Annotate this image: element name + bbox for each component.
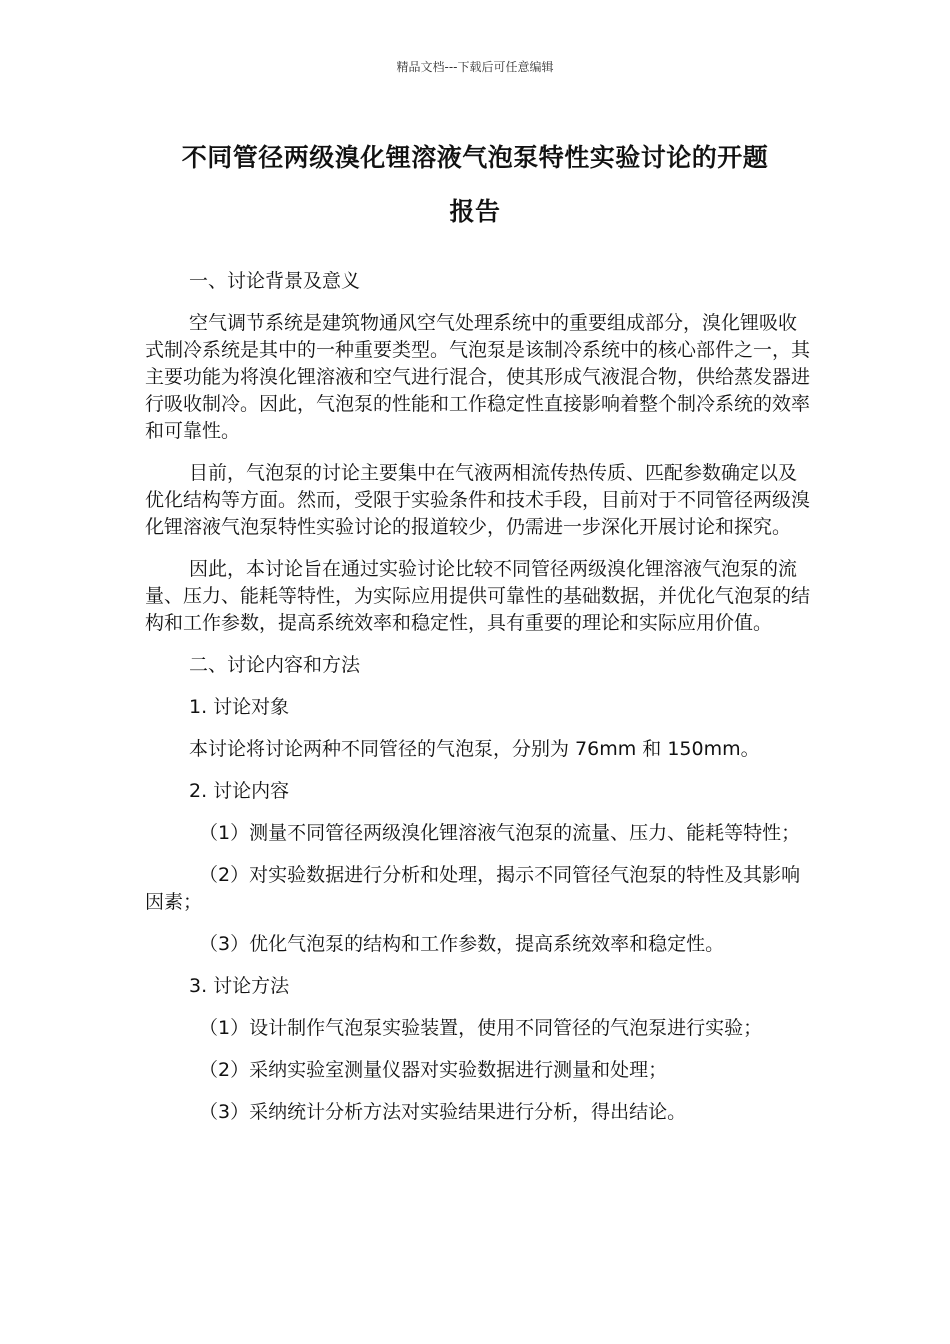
content-item-2: （2）对实验数据进行分析和处理，揭示不同管径气泡泵的特性及其影响因素； bbox=[145, 864, 801, 913]
method-item-3: （3）采纳统计分析方法对实验结果进行分析，得出结论。 bbox=[199, 1101, 687, 1123]
content-item-3: （3）优化气泡泵的结构和工作参数，提高系统效率和稳定性。 bbox=[199, 933, 725, 955]
subsection-1-heading: 1. 讨论对象 bbox=[189, 696, 290, 718]
subsection-1-text: 本讨论将讨论两种不同管径的气泡泵，分别为 76mm 和 150mm。 bbox=[189, 738, 760, 760]
method-item-1: （1）设计制作气泡泵实验装置，使用不同管径的气泡泵进行实验； bbox=[199, 1017, 763, 1039]
document-body bbox=[145, 268, 810, 1126]
subsection-2-heading: 2. 讨论内容 bbox=[189, 780, 290, 802]
document-title-line-2: 报告 bbox=[449, 197, 501, 226]
subsection-3-heading: 3. 讨论方法 bbox=[189, 975, 290, 997]
content-item-1: （1）测量不同管径两级溴化锂溶液气泡泵的流量、压力、能耗等特性； bbox=[199, 822, 801, 844]
method-item-2: （2）采纳实验室测量仪器对实验数据进行测量和处理； bbox=[199, 1059, 668, 1081]
section-1-paragraph-3: 因此，本讨论旨在通过实验讨论比较不同管径两级溴化锂溶液气泡泵的流量、压力、能耗等特性，为实际应用提供可靠性的基础数据，并优化气泡泵的结构和工作参数，提高系统效率和稳定性，具有重要的理论和实际应用价值。 bbox=[145, 558, 811, 634]
section-1-paragraph-2: 目前，气泡泵的讨论主要集中在气液两相流传热传质、匹配参数确定以及优化结构等方面。然而，受限于实验条件和技术手段，目前对于不同管径两级溴化锂溶液气泡泵特性实验讨论的报道较少，仍需进一步深化开展讨论和探究。 bbox=[145, 462, 811, 538]
section-1-heading: 一、讨论背景及意义 bbox=[189, 270, 361, 292]
section-2-heading: 二、讨论内容和方法 bbox=[189, 654, 361, 676]
page-header: 精品文档---下载后可任意编辑 bbox=[396, 60, 554, 74]
section-1-paragraph-1: 空气调节系统是建筑物通风空气处理系统中的重要组成部分，溴化锂吸收式制冷系统是其中的一种重要类型。气泡泵是该制冷系统中的核心部件之一，其主要功能为将溴化锂溶液和空气进行混合，使其形成气液混合物，供给蒸发器进行吸收制冷。因此，气泡泵的性能和工作稳定性直接影响着整个制冷系统的效率和可靠性。 bbox=[145, 312, 811, 442]
document-title-line-1: 不同管径两级溴化锂溶液气泡泵特性实验讨论的开题 bbox=[181, 143, 769, 172]
